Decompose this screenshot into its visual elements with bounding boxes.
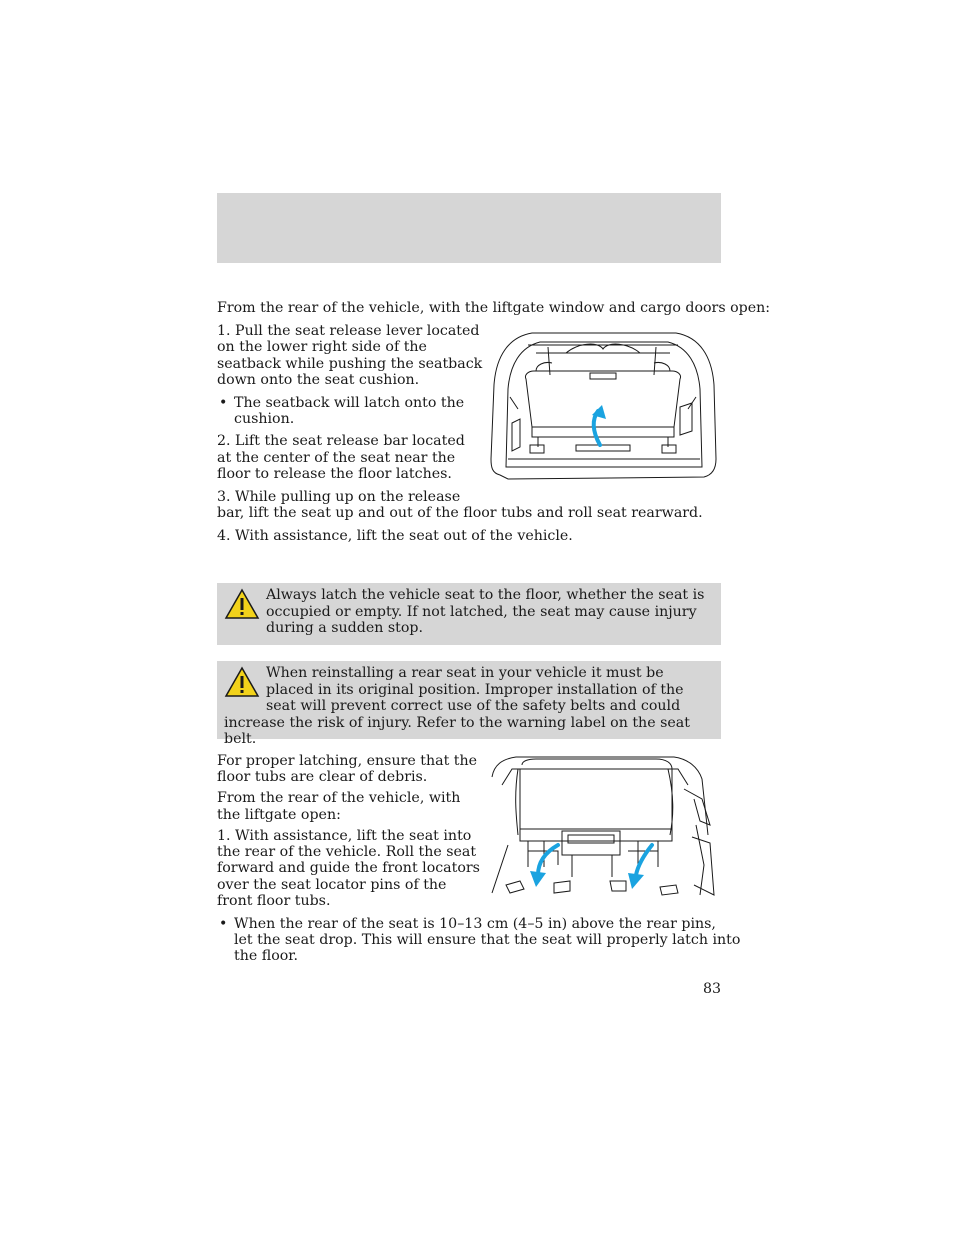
warning-text-latch: Always latch the vehicle seat to the floor, whether the seat is occupied or empty. If not latched, the seat may cause injury during a sudden stop. bbox=[266, 587, 705, 637]
warning-box-latch bbox=[217, 583, 721, 645]
down-arrow-left-icon bbox=[530, 871, 546, 887]
seat-removal-illustration bbox=[488, 327, 718, 487]
removal-step-4: 4. With assistance, lift the seat out of the vehicle. bbox=[217, 528, 573, 544]
bullet-icon: • bbox=[219, 395, 228, 411]
intro-text: From the rear of the vehicle, with the liftgate window and cargo doors open: bbox=[217, 300, 771, 316]
warning-triangle-icon bbox=[224, 587, 260, 621]
bullet-icon: • bbox=[219, 916, 228, 932]
warning-box-reinstall bbox=[217, 661, 721, 748]
section-header-band bbox=[217, 193, 721, 263]
seat-install-illustration bbox=[488, 755, 720, 903]
warning-triangle-icon bbox=[224, 665, 260, 699]
down-arrow-right-icon bbox=[628, 873, 644, 889]
warning-text-reinstall: When reinstalling a rear seat in your vehicle it must be placed in its original position. Improper installation of the seat will prevent correct use of the safety belts and could increase the risk of injury. Refer to the warning label on the seat belt. bbox=[224, 665, 690, 748]
page-number: 83 bbox=[702, 981, 721, 997]
